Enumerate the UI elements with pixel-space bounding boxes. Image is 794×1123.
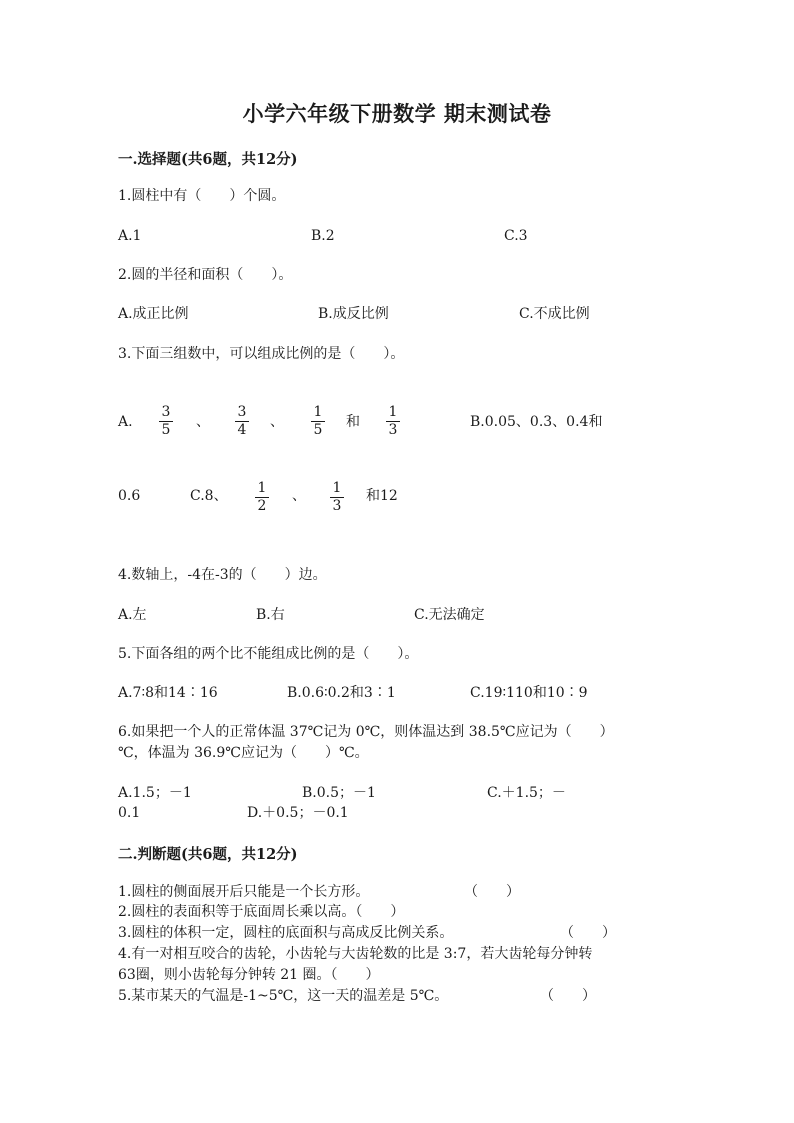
judgement-item-1-answer-paren: （ ） (464, 884, 520, 900)
judgement-item-4: 4.有一对相互咬合的齿轮，小齿轮与大齿轮数的比是 3:7，若大齿轮每分钟转 (118, 946, 593, 962)
question-3-option-c-end: 和12 (366, 488, 398, 504)
separator: 、 (292, 488, 306, 504)
page-title: 小学六年级下册数学 期末测试卷 (242, 101, 552, 126)
section-heading-judgement: 二.判断题(共6题，共12分) (118, 846, 298, 863)
fraction-numerator: 3 (161, 404, 171, 420)
fraction (158, 405, 174, 438)
question-1-option-b: B.2 (311, 228, 335, 244)
fraction (385, 405, 401, 438)
fraction-denominator: 3 (388, 422, 398, 438)
fraction-numerator: 1 (313, 404, 323, 420)
question-2-option-a: A.成正比例 (118, 306, 189, 322)
judgement-item-5: 5.某市某天的气温是-1~5℃，这一天的温差是 5℃。 (118, 988, 449, 1004)
question-4-option-c: C.无法确定 (414, 607, 485, 623)
question-6-option-a: A.1.5；－1 (118, 785, 192, 801)
question-3-option-b: B.0.05、0.3、0.4和 (470, 414, 603, 430)
question-1-option-a: A.1 (118, 228, 142, 244)
question-4-stem: 4.数轴上，-4在-3的（ ）边。 (118, 567, 327, 583)
question-2-stem: 2.圆的半径和面积（ ）。 (118, 267, 293, 283)
fraction-denominator: 4 (237, 422, 247, 438)
separator: 、 (270, 414, 284, 430)
question-3-option-b-continued: 0.6 (118, 488, 141, 504)
question-1-stem: 1.圆柱中有（ ）个圆。 (118, 188, 286, 204)
fraction (310, 405, 326, 438)
fraction (329, 481, 345, 514)
fraction-denominator: 2 (257, 498, 267, 514)
fraction-denominator: 3 (332, 498, 342, 514)
separator: 、 (196, 414, 210, 430)
section-heading-choice: 一.选择题(共6题，共12分) (118, 151, 298, 168)
fraction-numerator: 1 (332, 480, 342, 496)
judgement-item-3-answer-paren: （ ） (560, 925, 616, 941)
question-1-option-c: C.3 (504, 228, 528, 244)
judgement-item-3: 3.圆柱的体积一定，圆柱的底面积与高成反比例关系。 (118, 925, 454, 941)
question-6-option-d: D.＋0.5；－0.1 (247, 805, 349, 821)
fraction (254, 481, 270, 514)
judgement-item-5-answer-paren: （ ） (540, 988, 596, 1004)
question-5-option-c: C.19∶110和10∶9 (470, 685, 588, 701)
question-6-stem-line1: 6.如果把一个人的正常体温 37℃记为 0℃，则体温达到 38.5℃应记为（ ） (118, 724, 614, 740)
fraction-numerator: 1 (388, 404, 398, 420)
fraction-numerator: 3 (237, 404, 247, 420)
question-3-option-c-label: C.8、 (190, 488, 228, 504)
question-3-option-a-label: A. (118, 414, 133, 430)
question-2-option-b: B.成反比例 (318, 306, 389, 322)
question-5-option-a: A.7∶8和14∶16 (118, 685, 218, 701)
question-6-option-c-continued: 0.1 (118, 805, 141, 821)
judgement-item-2: 2.圆柱的表面积等于底面周长乘以高。（ ） (118, 904, 405, 920)
judgement-item-4-continued: 63圈，则小齿轮每分钟转 21 圈。（ ） (118, 967, 380, 983)
fraction-denominator: 5 (161, 422, 171, 438)
question-5-stem: 5.下面各组的两个比不能组成比例的是（ ）。 (118, 646, 419, 662)
question-6-stem-line2: ℃，体温为 36.9℃应记为（ ）℃。 (118, 745, 369, 761)
question-3-stem: 3.下面三组数中，可以组成比例的是（ ）。 (118, 346, 405, 362)
fraction (234, 405, 250, 438)
question-5-option-b: B.0.6∶0.2和3∶1 (287, 685, 396, 701)
fraction-numerator: 1 (257, 480, 267, 496)
question-6-option-b: B.0.5；－1 (302, 785, 376, 801)
question-4-option-a: A.左 (118, 607, 147, 623)
judgement-item-1: 1.圆柱的侧面展开后只能是一个长方形。 (118, 884, 370, 900)
question-4-option-b: B.右 (256, 607, 285, 623)
fraction-denominator: 5 (313, 422, 323, 438)
question-6-option-c: C.＋1.5；－ (487, 785, 566, 801)
conjunction-and: 和 (346, 414, 360, 430)
question-2-option-c: C.不成比例 (519, 306, 590, 322)
